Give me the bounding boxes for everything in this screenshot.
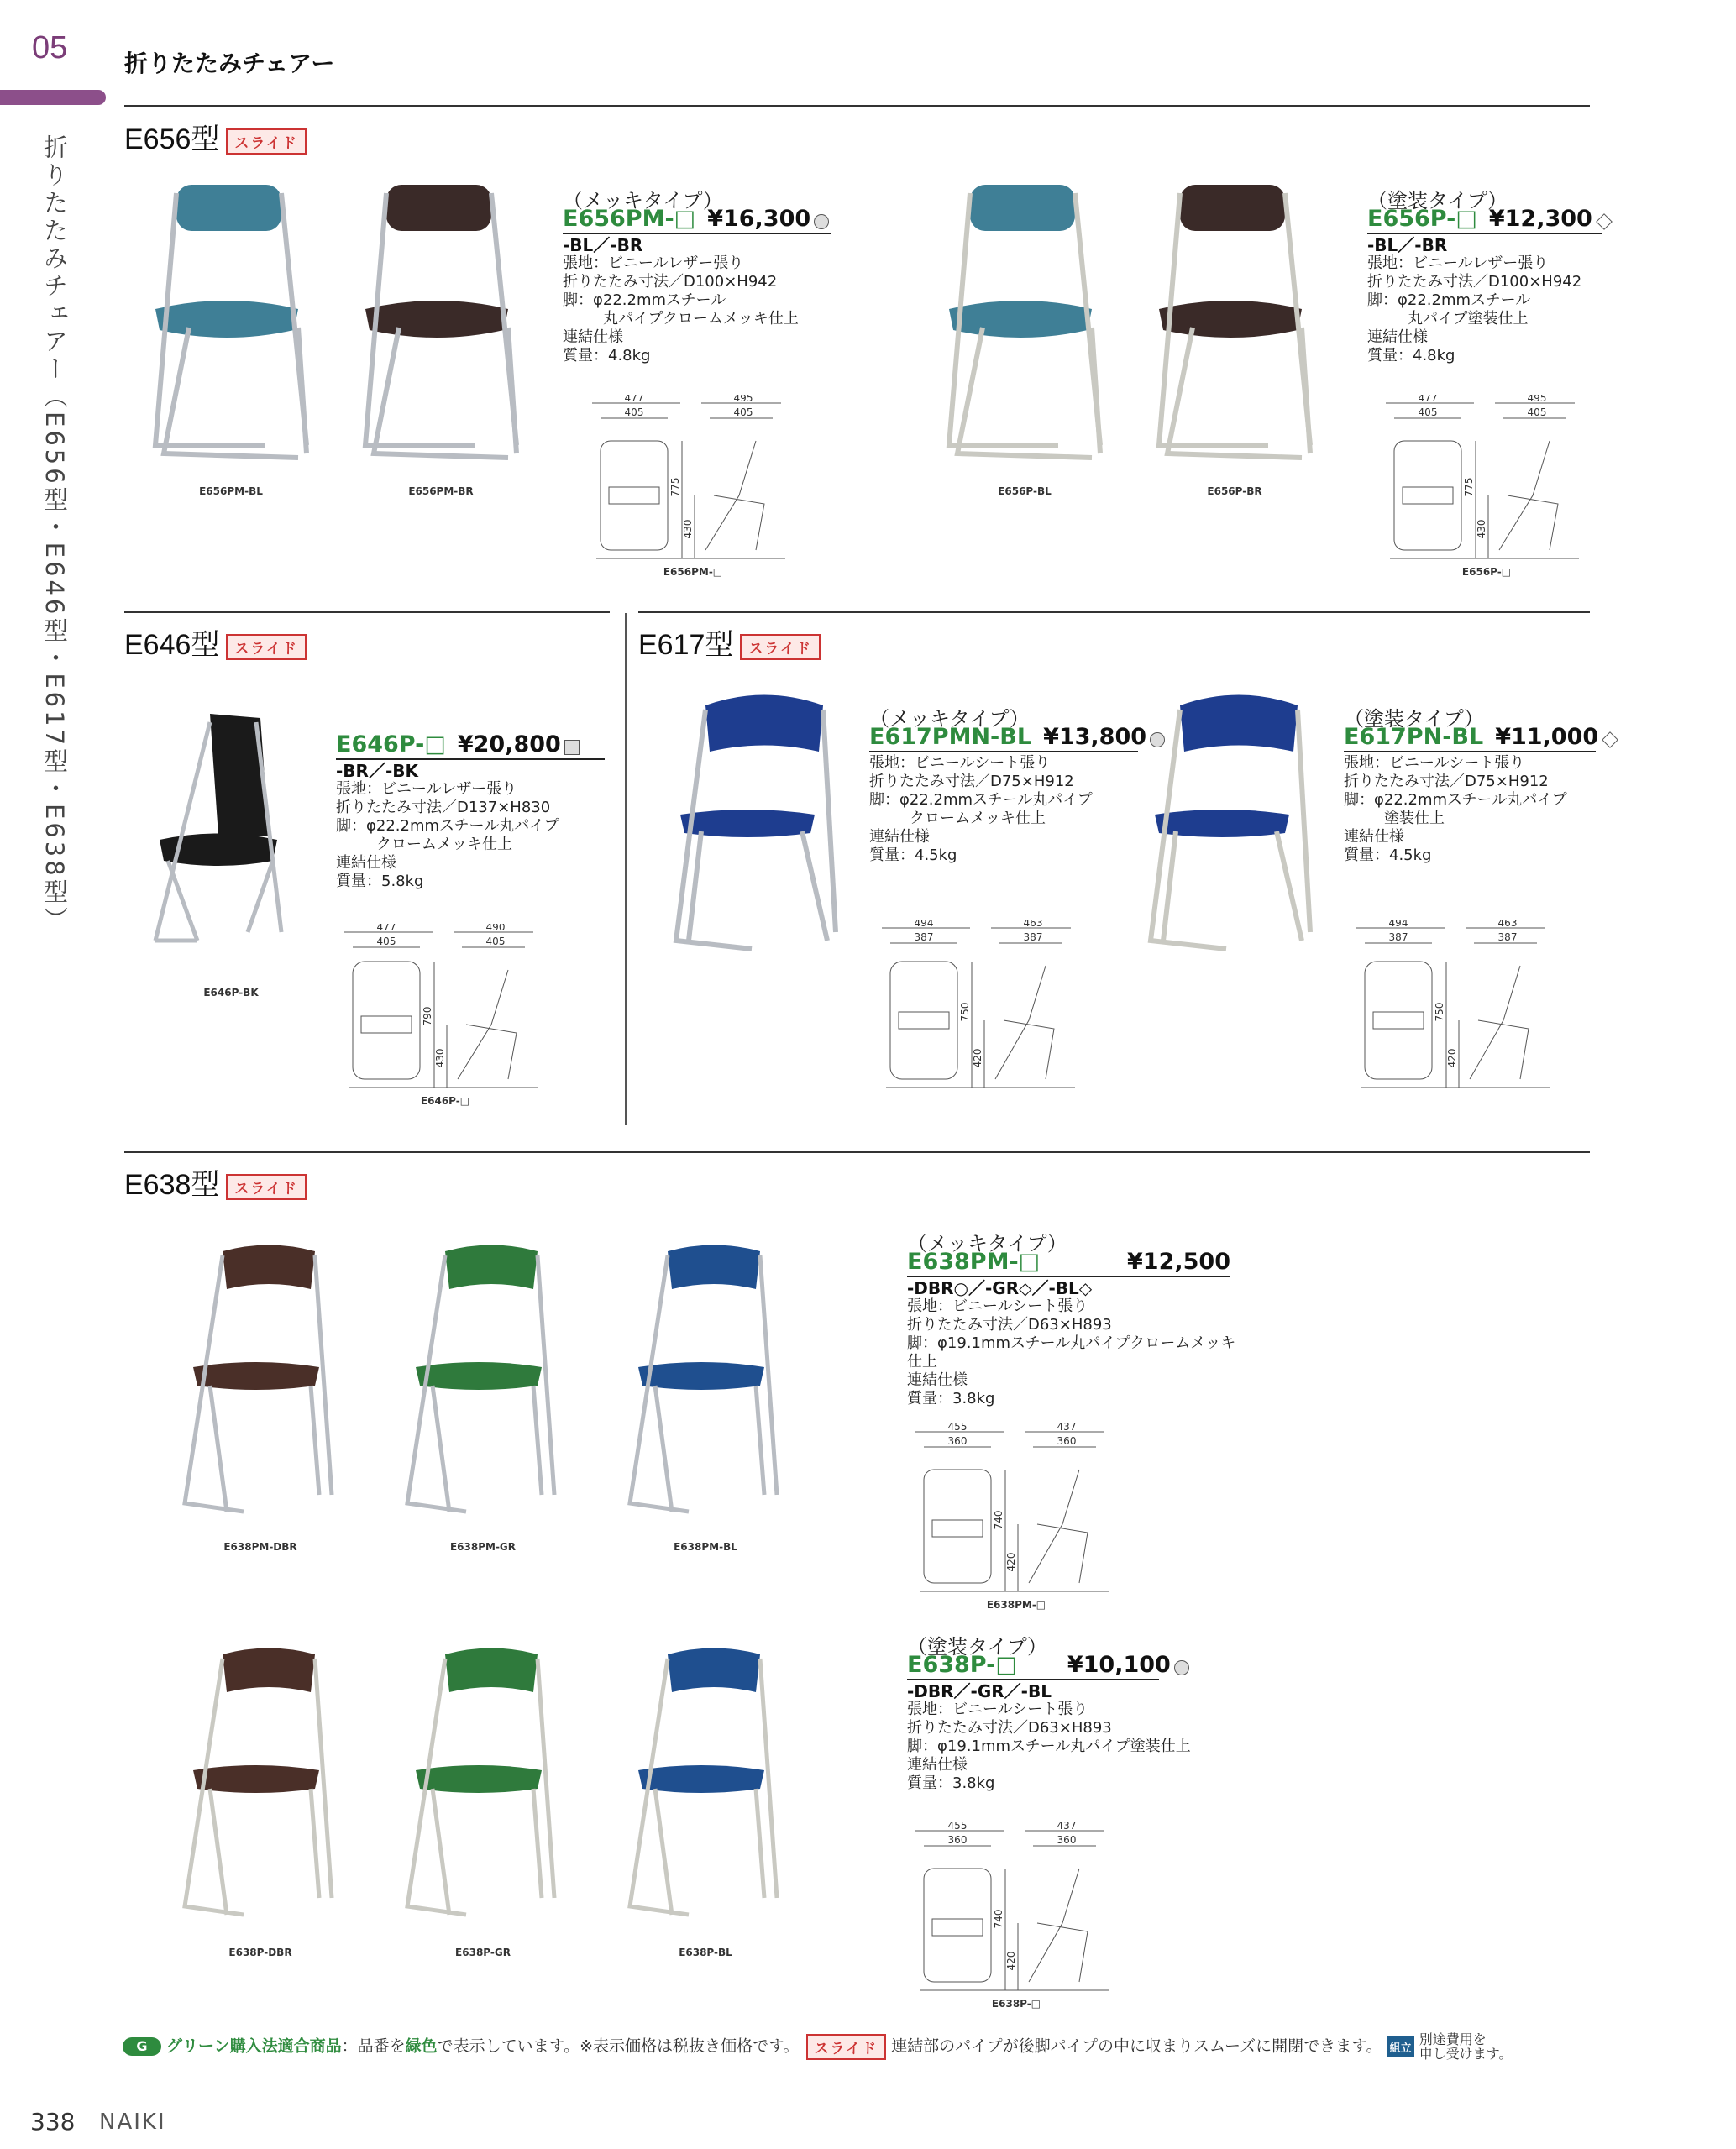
dim-depth-inner: 405 [1527,406,1547,418]
chair-image-e638pm-dbr [176,1243,344,1520]
dim-width-inner: 387 [1388,931,1408,943]
series-name: E638型 [124,1169,220,1201]
spec-line: 丸パイプクロームメッキ仕上 [603,310,799,328]
chair-image-e638p-gr [399,1646,567,1923]
spec-line: 張地：ビニールシート張り [869,754,1051,772]
model-number: E617PMN-BL [869,724,1032,750]
dim-depth-outer: 463 [1023,920,1043,929]
section-rule [638,611,1590,613]
brand-name: NAIKI [99,2110,166,2135]
caption-e638pm-dbr: E638PM-DBR [223,1541,297,1553]
slide-badge: スライド [226,1174,307,1200]
spec-type: （塗装タイプ） [1367,189,1508,212]
dim-seat-height: 420 [1005,1552,1017,1572]
diagram-label: E638PM-□ [986,1599,1046,1611]
dim-depth-inner: 387 [1023,931,1043,943]
dim-depth-outer: 495 [733,395,753,404]
spec-line: 連結仕様 [1367,328,1428,346]
caption-e656p-bl: E656P-BL [998,485,1052,497]
spec-e638p [907,1635,1243,1793]
page-title: 折りたたみチェアー [124,50,335,77]
dim-depth-outer: 437 [1057,1423,1077,1433]
diamond-mark-icon [1596,213,1613,230]
spec-line: 張地：ビニールレザー張り [563,254,744,272]
dim-seat-height: 420 [1005,1951,1017,1971]
square-mark-icon [564,740,580,755]
price: ¥10,100 [1067,1652,1171,1678]
green-label: グリーン購入法適合商品 [166,2036,342,2056]
spec-line: 質量：4.5kg [869,846,957,864]
circle-mark-icon [1174,1660,1189,1675]
spec-line: 連結仕様 [1344,828,1404,846]
series-title-e656 [124,116,307,157]
category-bar [0,90,106,105]
model-number: E638PM-□ [907,1249,1041,1275]
footer-text: で表示しています。※表示価格は税抜き価格です。 [437,2036,800,2056]
section-rule [124,611,610,613]
chair-image-e638p-bl [621,1646,789,1923]
dimension-diagram-e617pn [1352,920,1562,1104]
price: ¥11,000 [1495,724,1599,750]
slide-badge: スライド [740,634,821,660]
dim-height: 775 [1463,477,1475,497]
spec-line: 脚：φ22.2mmスチール丸パイプ [869,791,1093,809]
spec-line: 張地：ビニールシート張り [907,1297,1088,1315]
spec-line: 連結仕様 [907,1756,968,1774]
caption-e638p-bl: E638P-BL [679,1947,732,1958]
chair-image-e656p-br [1142,176,1323,470]
variants: -BL／-BR [563,235,643,255]
dimension-diagram-e656pm [588,395,798,579]
spec-line: 連結仕様 [869,828,930,846]
spec-line: 張地：ビニールシート張り [1344,754,1525,772]
caption-e638p-gr: E638P-GR [455,1947,511,1958]
dim-seat-height: 430 [682,519,694,539]
dim-depth-inner: 387 [1497,931,1518,943]
dim-width-outer: 455 [947,1423,968,1433]
spec-line: 質量：3.8kg [907,1774,995,1792]
caption-e656pm-br: E656PM-BR [408,485,474,497]
slide-badge: スライド [226,128,307,155]
chair-image-e646p-bk [147,705,298,957]
chair-image-e656p-bl [932,176,1113,470]
variants: -BL／-BR [1367,235,1448,255]
spec-line: 連結仕様 [336,854,396,872]
dim-width-outer: 477 [1418,395,1438,404]
spec-type: （メッキタイプ） [907,1232,1067,1255]
column-divider [625,613,627,1125]
spec-type: （塗装タイプ） [1344,707,1485,731]
chair-image-e638pm-bl [621,1243,789,1520]
assembly-note-line: 別途費用を [1419,2031,1487,2047]
dim-width-outer: 494 [914,920,934,929]
model-number: E646P-□ [336,731,446,757]
diamond-mark-icon [1602,731,1618,748]
caption-e638p-dbr: E638P-DBR [228,1947,292,1958]
caption-e638pm-bl: E638PM-BL [674,1541,737,1553]
dim-width-outer: 477 [376,924,396,933]
spec-line: 張地：ビニールレザー張り [1367,254,1549,272]
spec-line: 折りたたみ寸法／D75×H912 [869,773,1074,790]
dim-width-inner: 405 [376,936,396,947]
spec-line: 塗装仕上 [1384,810,1445,827]
caption-e656p-br: E656P-BR [1207,485,1262,497]
spec-line: 質量：4.8kg [1367,347,1455,364]
spec-line: 質量：4.8kg [563,347,651,364]
price: ¥16,300 [707,206,811,232]
dim-depth-inner: 405 [733,406,753,418]
green-purchase-icon: G [123,2037,161,2056]
spec-type: （メッキタイプ） [563,189,723,212]
dim-height: 750 [1434,1002,1445,1022]
dimension-diagram-e646p [340,924,550,1109]
section-number: 05 [32,30,68,66]
header-rule [124,105,1590,107]
diagram-label: E656P-□ [1461,566,1512,578]
dimension-diagram-e617pmn [878,920,1088,1104]
dim-width-inner: 405 [1418,406,1438,418]
spec-line: 連結仕様 [907,1371,968,1389]
assembly-note-line: 申し受けます。 [1419,2046,1513,2062]
dim-width-outer: 477 [624,395,644,404]
spec-line: 質量：5.8kg [336,873,424,890]
spec-e646p [336,731,605,891]
dim-width-outer: 455 [947,1822,968,1832]
section-rule [124,1151,1590,1153]
variants: -BR／-BK [336,761,418,781]
spec-type: （塗装タイプ） [907,1635,1048,1659]
spec-line: 脚：φ19.1mmスチール丸パイプ塗装仕上 [907,1738,1191,1755]
dim-seat-height: 430 [434,1048,446,1068]
spec-line: 折りたたみ寸法／D100×H942 [563,273,778,291]
spec-e656pm [563,191,831,365]
spec-e617pn [1344,707,1599,865]
spec-line: 張地：ビニールシート張り [907,1701,1088,1718]
dim-width-inner: 387 [914,931,934,943]
model-number: E656PM-□ [563,206,696,232]
dim-seat-height: 420 [972,1048,983,1068]
dim-height: 740 [993,1909,1004,1929]
green-word: 緑色 [405,2036,438,2056]
dim-height: 750 [959,1002,971,1022]
dim-width-inner: 405 [624,406,644,418]
side-label: 折りたたみチェアー（E656型・E646型・E617型・E638型） [40,134,69,935]
variants: -DBR／-GR／-BL [907,1681,1052,1701]
dimension-diagram-e638p [911,1822,1121,2011]
spec-line: 脚：φ22.2mmスチール丸パイプ [336,817,559,835]
dim-depth-outer: 463 [1497,920,1518,929]
spec-line: 連結仕様 [563,328,623,346]
price: ¥12,500 [1127,1249,1230,1275]
dim-width-inner: 360 [947,1435,968,1447]
slide-badge: スライド [806,2034,887,2060]
series-name: E646型 [124,629,220,661]
dim-depth-inner: 360 [1057,1435,1077,1447]
spec-line: 脚：φ22.2mmスチール丸パイプ [1344,791,1567,809]
dim-seat-height: 420 [1446,1048,1458,1068]
chair-image-e617pmn-bl [668,689,852,966]
price: ¥13,800 [1043,724,1147,750]
dim-depth-inner: 360 [1057,1834,1077,1846]
spec-line: 折りたたみ寸法／D75×H912 [1344,773,1549,790]
chair-image-e656pm-br [349,176,529,470]
dimension-diagram-e656p [1382,395,1592,579]
diagram-label: E646P-□ [420,1095,470,1107]
chair-image-e617pn-bl [1142,689,1327,966]
dim-depth-outer: 495 [1527,395,1547,404]
model-number: E638P-□ [907,1652,1017,1678]
footer-text: ：品番を [341,2036,406,2056]
chair-image-e656pm-bl [139,176,319,470]
series-title-e617 [638,621,821,663]
spec-e656p [1367,191,1602,365]
dim-depth-outer: 490 [485,924,506,933]
variants: -DBR○／-GR◇／-BL◇ [907,1278,1093,1298]
series-title-e638 [124,1161,307,1203]
dim-depth-outer: 437 [1057,1822,1077,1832]
spec-line: 張地：ビニールレザー張り [336,780,517,798]
spec-type: （メッキタイプ） [869,707,1030,731]
spec-line: 折りたたみ寸法／D100×H942 [1367,273,1582,291]
spec-e638pm [907,1234,1243,1408]
price: ¥12,300 [1488,206,1592,232]
green-mark-icon [814,214,829,229]
circle-mark-icon [1150,732,1165,747]
spec-line: 質量：3.8kg [907,1390,995,1407]
dim-width-inner: 360 [947,1834,968,1846]
spec-line: 折りたたみ寸法／D63×H893 [907,1719,1112,1737]
assembly-badge: 組立 [1387,2036,1414,2057]
spec-line: 折りたたみ寸法／D63×H893 [907,1316,1112,1334]
diagram-label: E656PM-□ [663,566,723,578]
spec-line: 脚：φ22.2mmスチール [1367,291,1531,309]
spec-line: 折りたたみ寸法／D137×H830 [336,799,551,816]
footer-text: 連結部のパイプが後脚パイプの中に収まりスムーズに開閉できます。 [891,2036,1382,2056]
spec-line: 脚：φ22.2mmスチール [563,291,726,309]
spec-line: クロームメッキ仕上 [910,810,1046,827]
dim-depth-inner: 405 [485,936,506,947]
caption-e638pm-gr: E638PM-GR [449,1541,517,1553]
spec-line: 脚：φ19.1mmスチール丸パイプクロームメッキ仕上 [907,1334,1236,1371]
page-number: 338 [30,2108,76,2136]
series-title-e646 [124,621,307,663]
dim-height: 740 [993,1510,1004,1530]
footer-note [123,2032,1512,2061]
slide-badge: スライド [226,634,307,660]
dimension-diagram-e638pm [911,1423,1121,1612]
spec-e617pmn [869,707,1147,865]
diagram-label: E638P-□ [991,1998,1041,2010]
spec-line: 丸パイプ塗装仕上 [1408,310,1529,328]
caption-e656pm-bl: E656PM-BL [199,485,263,497]
dim-seat-height: 430 [1476,519,1487,539]
series-name: E617型 [638,629,734,661]
spec-line: クロームメッキ仕上 [376,836,512,853]
caption-e646p-bk: E646P-BK [203,987,259,998]
dim-height: 790 [422,1006,433,1026]
dim-width-outer: 494 [1388,920,1408,929]
series-name: E656型 [124,123,220,155]
price: ¥20,800 [457,731,561,757]
dim-height: 775 [669,477,681,497]
chair-image-e638p-dbr [176,1646,344,1923]
model-number: E656P-□ [1367,206,1477,232]
chair-image-e638pm-gr [399,1243,567,1520]
assembly-note [1419,2032,1513,2061]
spec-line: 質量：4.5kg [1344,846,1432,864]
model-number: E617PN-BL [1344,724,1484,750]
